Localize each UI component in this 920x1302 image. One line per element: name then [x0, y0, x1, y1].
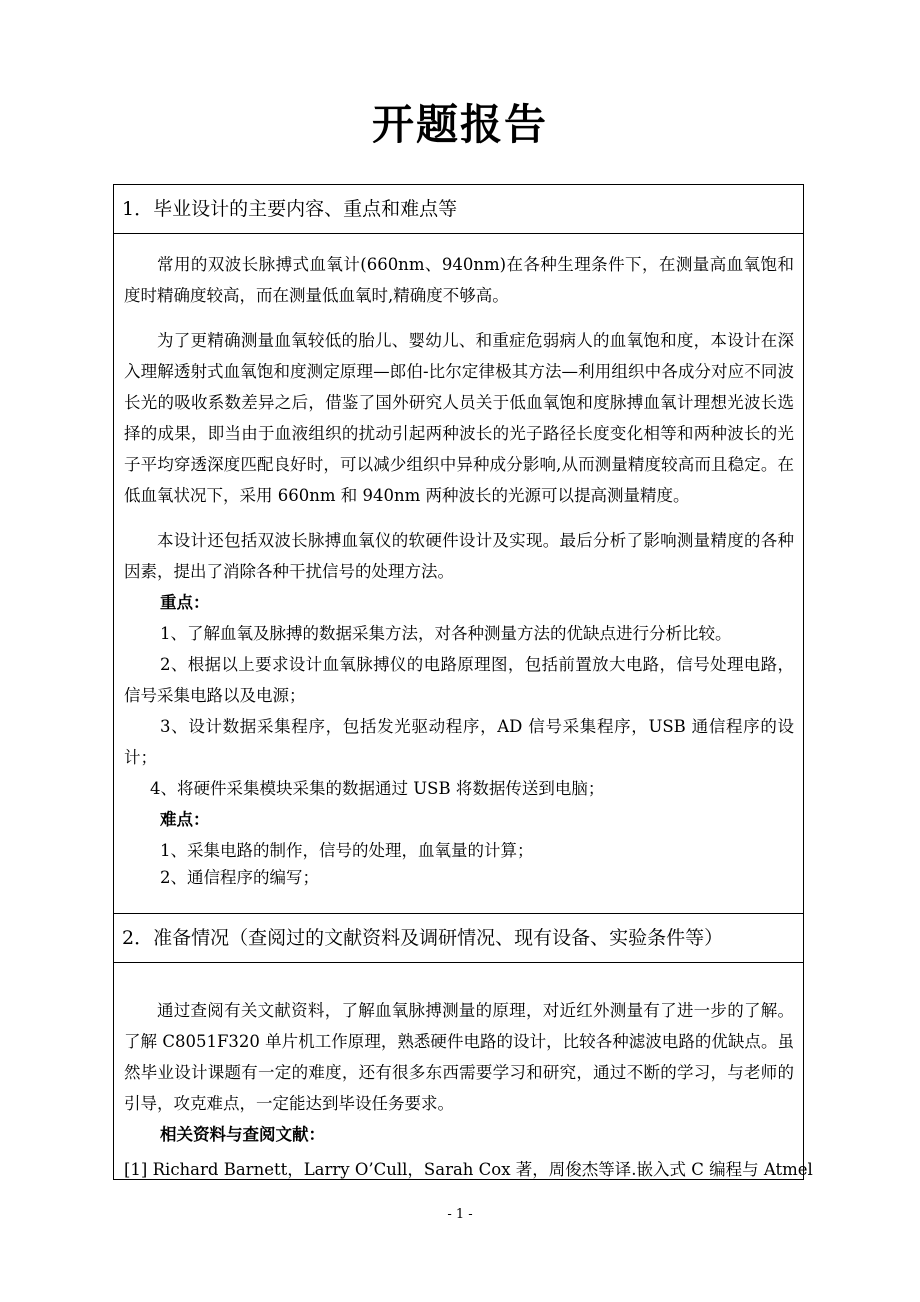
key-points-label: 重点：	[160, 593, 210, 612]
section-2-heading: 2．准备情况（查阅过的文献资料及调研情况、现有设备、实验条件等）	[114, 913, 803, 963]
difficulty-item: 2、通信程序的编写；	[160, 868, 319, 887]
key-point-item: 4、将硬件采集模块采集的数据通过 USB 将数据传送到电脑；	[150, 779, 605, 798]
section-2-paragraph: 通过查阅有关文献资料，了解血氧脉搏测量的原理，对近红外测量有了进一步的了解。了解 C8051F320 单片机工作原理，熟悉硬件电路的设计，比较各种滤波电路的优缺点。虽然毕业设计课题有一定的难度，还有很多东西需要学习和研究，通过不断的学习，与老师的引导，攻克难点，一定能达到毕设任务要求。	[124, 1001, 794, 1113]
difficulties-label: 难点：	[160, 810, 210, 829]
key-point-item: 1、了解血氧及脉搏的数据采集方法，对各种测量方法的优缺点进行分析比较。	[160, 624, 732, 643]
page-title: 开题报告	[371, 100, 548, 149]
reference-item: [1] Richard Barnett，Larry O’Cull，Sarah Cox 著，周俊杰等译.嵌入式 C 编程与 Atmel	[124, 1160, 813, 1179]
section-1-body	[124, 249, 794, 890]
report-table	[113, 184, 813, 1180]
section-1-heading: 1．毕业设计的主要内容、重点和难点等	[114, 185, 803, 234]
section-1-paragraph: 本设计还包括双波长脉搏血氧仪的软硬件设计及实现。最后分析了影响测量精度的各种因素，提出了消除各种干扰信号的处理方法。	[124, 531, 794, 581]
key-point-item: 2、根据以上要求设计血氧脉搏仪的电路原理图，包括前置放大电路，信号处理电路，信号采集电路以及电源；	[124, 655, 794, 705]
section-1-paragraph: 常用的双波长脉搏式血氧计(660nm、940nm)在各种生理条件下，在测量高血氧饱和度时精确度较高，而在测量低血氧时,精确度不够高。	[124, 255, 794, 305]
difficulty-item: 1、采集电路的制作，信号的处理，血氧量的计算；	[160, 841, 534, 860]
page-number: - 1 -	[447, 1207, 473, 1222]
key-point-item: 3、设计数据采集程序，包括发光驱动程序，AD 信号采集程序，USB 通信程序的设计；	[124, 717, 794, 767]
references-label: 相关资料与查阅文献：	[160, 1125, 325, 1144]
section-2-body	[124, 995, 813, 1185]
section-1-paragraph: 为了更精确测量血氧较低的胎儿、婴幼儿、和重症危弱病人的血氧饱和度，本设计在深入理解透射式血氧饱和度测定原理—郎伯-比尔定律极其方法—利用组织中各成分对应不同波长光的吸收系数差异之后，借鉴了国外研究人员关于低血氧饱和度脉搏血氧计理想光波长选择的成果，即当由于血液组织的扰动引起两种波长的光子路径长度变化相等和两种波长的光子平均穿透深度匹配良好时，可以减少组织中异种成分影响,从而测量精度较高而且稳定。在低血氧状况下，采用 660nm 和 940nm 两种波长的光源可以提高测量精度。	[124, 331, 794, 505]
